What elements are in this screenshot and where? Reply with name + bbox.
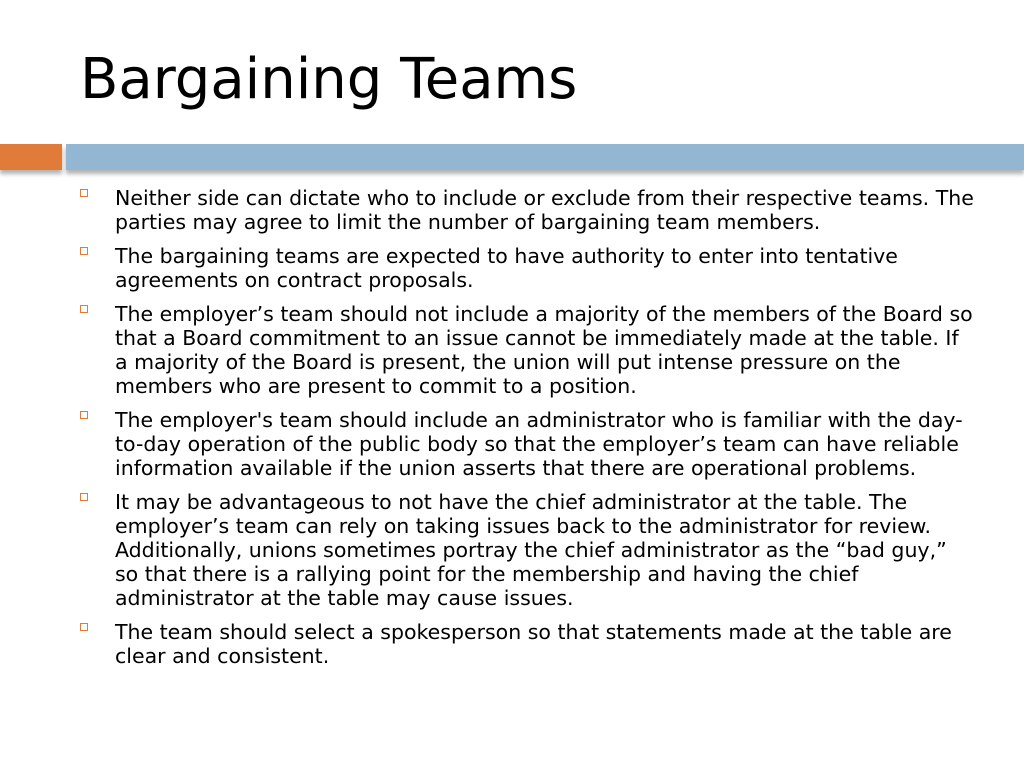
bullet-text: The team should select a spokesperson so that statements made at the table are clear and consistent. xyxy=(115,620,952,668)
hollow-square-icon xyxy=(80,493,88,501)
bullet-item xyxy=(0,620,1024,668)
slide-title: Bargaining Teams xyxy=(80,47,578,112)
hollow-square-icon xyxy=(80,247,88,255)
title-divider-bar xyxy=(66,144,1024,170)
bullet-list xyxy=(0,186,1024,678)
bullet-item xyxy=(0,302,1024,398)
bullet-text: Neither side can dictate who to include or exclude from their respective teams. The parties may agree to limit the number of bargaining team members. xyxy=(115,186,974,234)
bullet-item xyxy=(0,186,1024,234)
hollow-square-icon xyxy=(80,305,88,313)
hollow-square-icon xyxy=(80,623,88,631)
bullet-text: The bargaining teams are expected to have authority to enter into tentative agreements on contract proposals. xyxy=(115,244,898,292)
bullet-text: The employer’s team should not include a majority of the members of the Board so that a Board commitment to an issue cannot be immediately made at the table. If a majority of the Board is present, the union will put intense pressure on the members who are present to commit to a position. xyxy=(115,302,973,398)
bullet-item xyxy=(0,490,1024,610)
accent-bar xyxy=(0,144,62,170)
bullet-item xyxy=(0,408,1024,480)
bullet-text: The employer's team should include an administrator who is familiar with the day-to-day operation of the public body so that the employer’s team can have reliable information available if the union asserts that there are operational problems. xyxy=(115,408,963,480)
hollow-square-icon xyxy=(80,411,88,419)
bullet-text: It may be advantageous to not have the chief administrator at the table. The employer’s team can rely on taking issues back to the administrator for review. Additionally, unions sometimes portray the chief administrator as the “bad guy,” so that there is a rallying point for the membership and having the chief administrator at the table may cause issues. xyxy=(115,490,947,610)
bullet-item xyxy=(0,244,1024,292)
hollow-square-icon xyxy=(80,189,88,197)
